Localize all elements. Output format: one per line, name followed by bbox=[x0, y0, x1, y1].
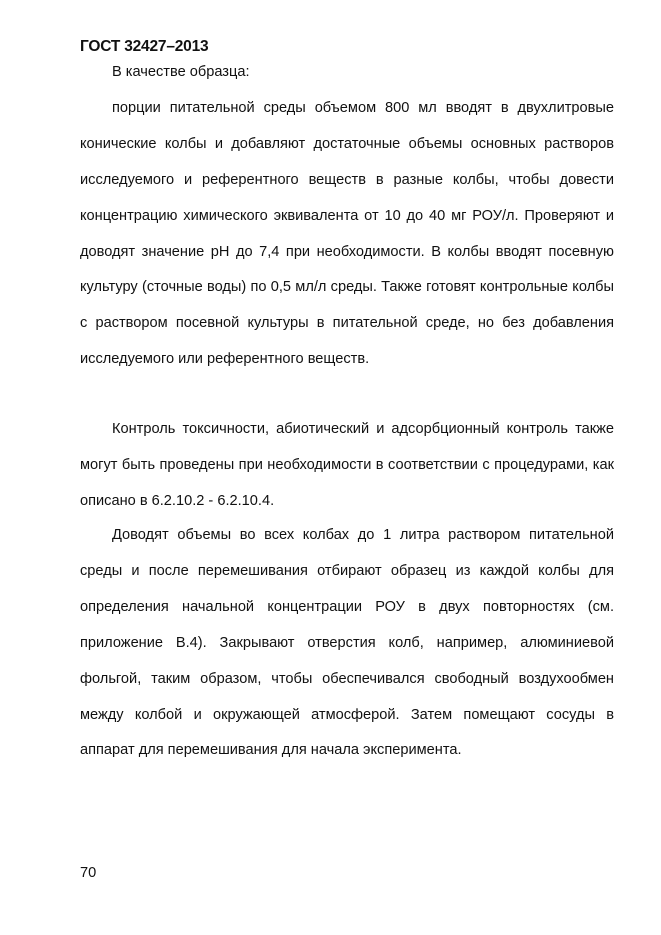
body-section-sample bbox=[80, 55, 614, 378]
body-section-controls bbox=[80, 412, 614, 520]
document-header: ГОСТ 32427–2013 bbox=[80, 38, 209, 55]
page-number: 70 bbox=[80, 865, 97, 881]
paragraph-sample-intro: В качестве образца: bbox=[112, 64, 250, 80]
paragraph-sample-procedure: порции питательной среды объемом 800 мл вводят в двухлитровые конические колбы и добавляют достаточные объемы основных растворов исследуемого и референтного веществ в разные колбы, чтобы довести концентрацию химического эквивалента от 10 до 40 мг РОУ/л. Проверяют и доводят значение pH до 7,4 при необходимости. В колбы вводят посевную культуру (сточные воды) по 0,5 мл/л среды. Также готовят контрольные колбы с раствором посевной культуры в питательной среде, но без добавления исследуемого или референтного веществ. bbox=[80, 99, 614, 368]
body-section-volumes bbox=[80, 518, 614, 769]
paragraph-volumes: Доводят объемы во всех колбах до 1 литра раствором питательной среды и после перемешивания отбирают образец из каждой колбы для определения начальной концентрации РОУ в двух повторностях (см. приложение В.4). Закрывают отверстия колб, например, алюминиевой фольгой, таким образом, чтобы обеспечивался свободный воздухообмен между колбой и окружающей атмосферой. Затем помещают сосуды в аппарат для перемешивания для начала эксперимента. bbox=[80, 527, 614, 759]
paragraph-controls: Контроль токсичности, абиотический и адсорбционный контроль также могут быть проведены при необходимости в соответствии с процедурами, как описано в 6.2.10.2 - 6.2.10.4. bbox=[80, 421, 614, 509]
